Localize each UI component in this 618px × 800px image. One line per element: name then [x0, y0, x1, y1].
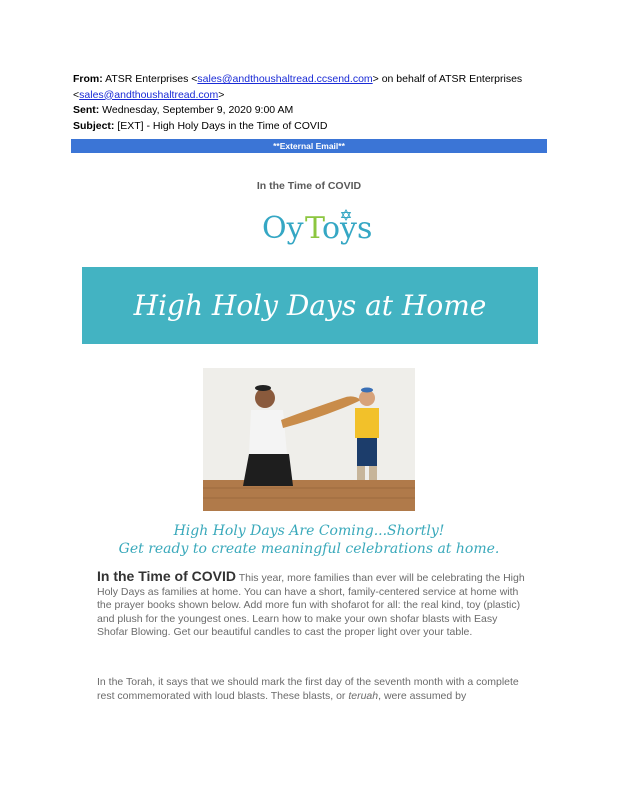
external-email-banner: **External Email** — [71, 139, 547, 153]
torah-text-a: In the Torah, it says that we should mark the first day of the seventh month with a complete rest commemorated with loud blasts. These blasts, or — [97, 676, 519, 702]
email-header — [73, 72, 553, 134]
intro-paragraph — [97, 570, 527, 640]
from-label: From: — [73, 73, 103, 85]
hero-banner — [82, 267, 538, 344]
intro-body: This year, more families than ever will be celebrating the High Holy Days as families at home. You can have a short, family-centered service at home with the prayer books shown below. Add more fun with shofarot for all: the real kind, toy (plastic) and plush for the youngest ones. Learn how to make your own shofar blasts with Easy Shofar Blowing. Get our beautiful candles to cast the proper light over your table. — [97, 572, 525, 638]
torah-emphasis: teruah — [348, 689, 379, 702]
intro-lead: In the Time of COVID — [97, 568, 236, 584]
reply-email-link[interactable]: sales@andthoushaltread.com — [79, 88, 219, 101]
from-line2-suffix: > — [218, 88, 225, 101]
sent-value: Wednesday, September 9, 2020 9:00 AM — [102, 104, 294, 116]
from-line2-prefix: < — [73, 88, 80, 101]
from-line — [73, 72, 553, 88]
subject-label: Subject: — [73, 119, 115, 132]
pre-title: In the Time of COVID — [256, 180, 362, 192]
sent-label: Sent: — [73, 104, 100, 116]
svg-text:oys: oys — [322, 211, 373, 246]
photo-illustration — [203, 368, 415, 511]
from-line-2 — [73, 88, 553, 104]
from-email-link[interactable]: sales@andthoushaltread.ccsend.com — [197, 73, 373, 85]
subject-value: [EXT] - High Holy Days in the Time of COVID — [117, 119, 328, 132]
from-suffix: > on behalf of ATSR Enterprises — [372, 73, 523, 85]
oytoys-logo[interactable] — [262, 205, 373, 247]
torah-text-b: , were assumed by — [378, 689, 467, 702]
svg-text:T: T — [305, 211, 326, 246]
svg-text:Oy: Oy — [262, 211, 304, 246]
subtitle-1: High Holy Days Are Coming...Shortly! — [173, 523, 445, 539]
from-name: ATSR Enterprises < — [105, 73, 198, 85]
banner-title: High Holy Days at Home — [133, 289, 487, 322]
shofar-photo[interactable] — [203, 368, 415, 511]
subtitle-2: Get ready to create meaningful celebrations at home. — [118, 541, 500, 557]
subject-line — [73, 119, 553, 135]
torah-paragraph — [97, 676, 527, 703]
logo-graphic — [262, 205, 373, 247]
sent-line — [73, 103, 553, 119]
